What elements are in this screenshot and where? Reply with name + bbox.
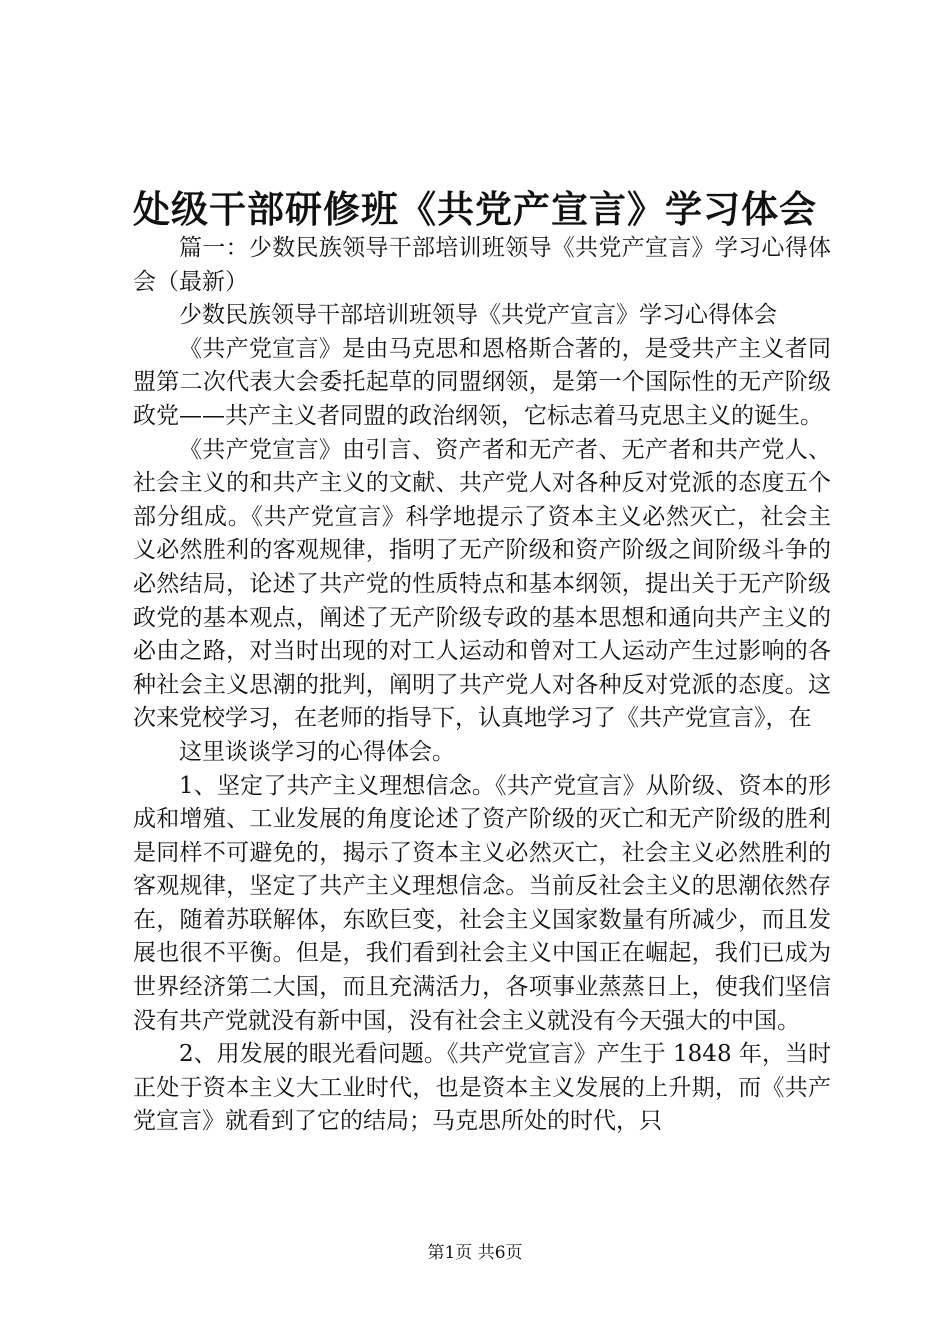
document-body [133, 232, 831, 1139]
paragraph-transition: 这里谈谈学习的心得体会。 [179, 738, 455, 765]
paragraph-intro: 《共产党宣言》是由马克思和恩格斯合著的，是受共产主义者同盟第二次代表大会委托起草的同盟纲领，是第一个国际性的无产阶级政党——共产主义者同盟的政治纲领，它标志着马克思主义的诞生。 [133, 335, 831, 429]
paragraph-point-2: 2、用发展的眼光看问题。《共产党宣言》产生于 1848 年，当时正处于资本主义大工业时代，也是资本主义发展的上升期，而《共产党宣言》就看到了它的结局；马克思所处的时代，只 [133, 1041, 831, 1135]
paragraph-subtitle: 少数民族领导干部培训班领导《共党产宣言》学习心得体会 [179, 302, 777, 329]
paragraph-point-1: 1、坚定了共产主义理想信念。《共产党宣言》从阶级、资本的形成和增殖、工业发展的角度论述了资产阶级的灭亡和无产阶级的胜利是同样不可避免的，揭示了资本主义必然灭亡，社会主义必然胜利的客观规律，坚定了共产主义理想信念。当前反社会主义的思潮依然存在，随着苏联解体，东欧巨变，社会主义国家数量有所减少，而且发展也很不平衡。但是，我们看到社会主义中国正在崛起，我们已成为世界经济第二大国，而且充满活力，各项事业蒸蒸日上，使我们坚信没有共产党就没有新中国，没有社会主义就没有今天强大的中国。 [133, 772, 831, 1034]
page-number-footer: 第1页 共6页 [427, 1243, 523, 1263]
paragraph-section-heading: 篇一：少数民族领导干部培训班领导《共党产宣言》学习心得体会（最新） [133, 235, 831, 295]
document-title: 处级干部研修班《共党产宣言》学习体会 [133, 187, 817, 231]
paragraph-structure: 《共产党宣言》由引言、资产者和无产者、无产者和共产党人、社会主义的和共产主义的文献、共产党人对各种反对党派的态度五个部分组成。《共产党宣言》科学地提示了资本主义必然灭亡，社会主义必然胜利的客观规律，指明了无产阶级和资产阶级之间阶级斗争的必然结局，论述了共产党的性质特点和基本纲领，提出关于无产阶级政党的基本观点，阐述了无产阶级专政的基本思想和通向共产主义的必由之路，对当时出现的对工人运动和曾对工人运动产生过影响的各种社会主义思潮的批判，阐明了共产党人对各种反对党派的态度。这次来党校学习，在老师的指导下，认真地学习了《共产党宣言》，在 [133, 436, 831, 732]
